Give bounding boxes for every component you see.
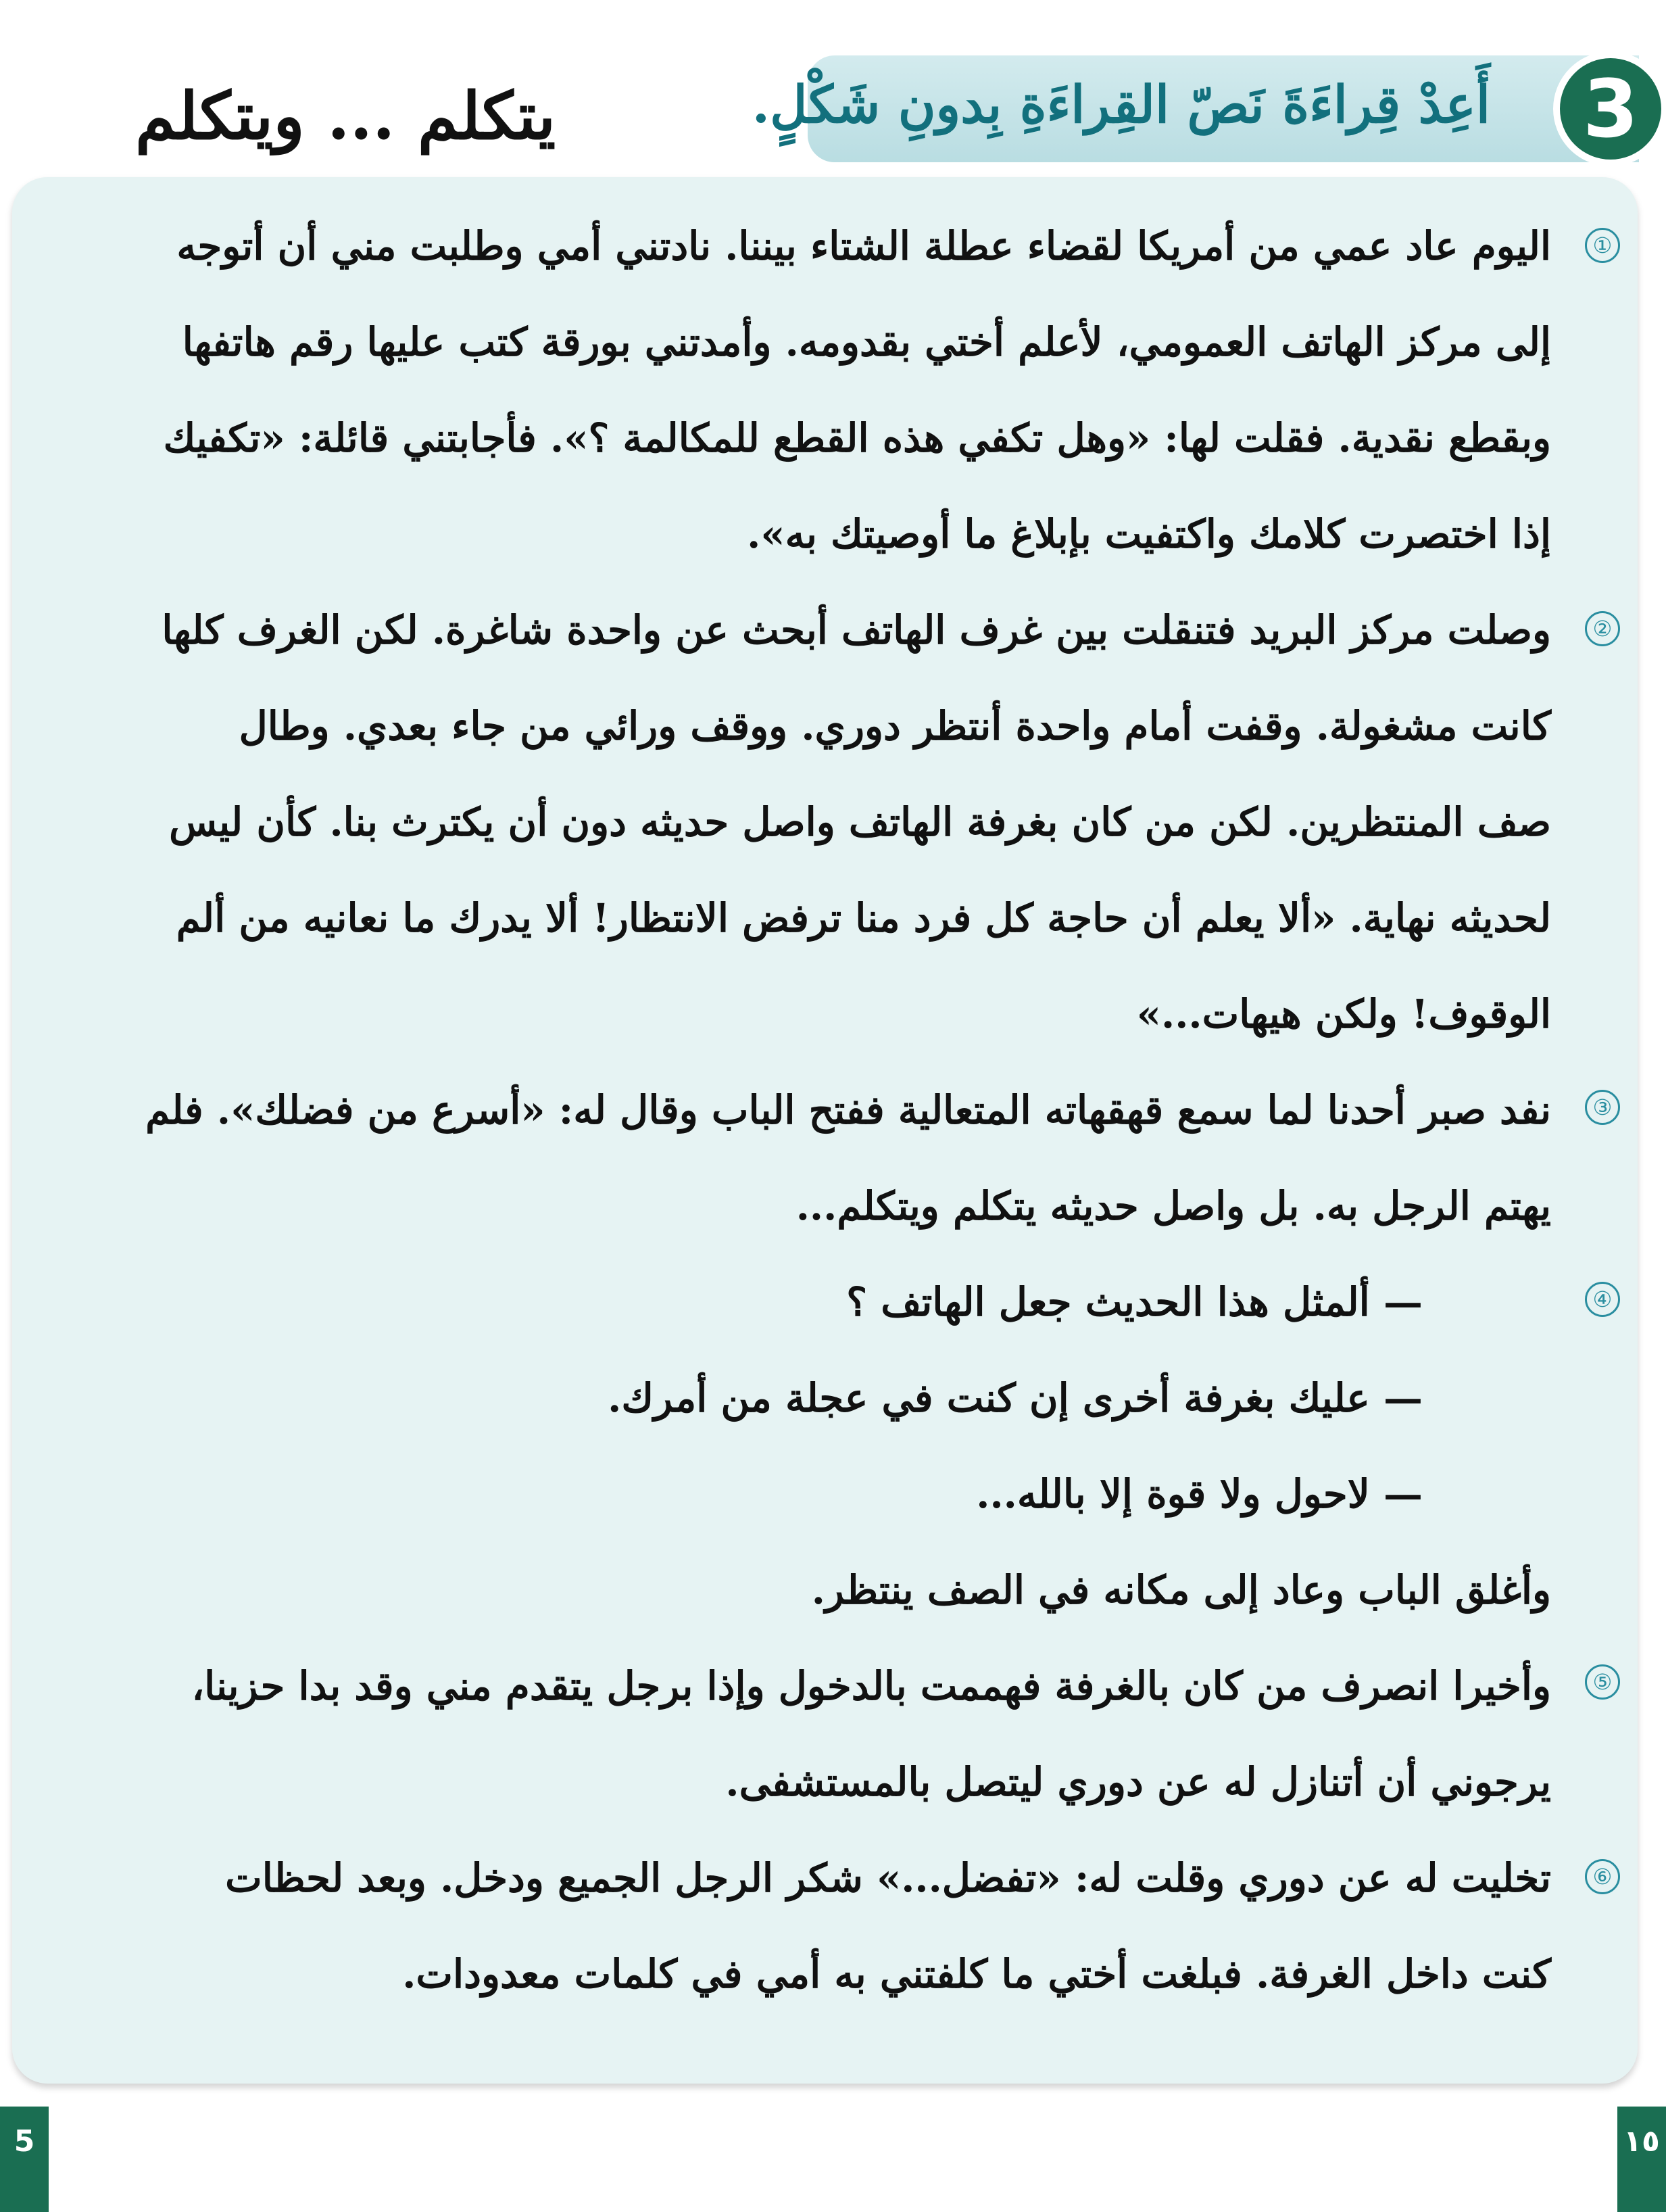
- text-line: الوقوف! ولكن هيهات...»: [1136, 991, 1551, 1037]
- text-line: وأخيرا انصرف من كان بالغرفة فهممت بالدخول وإذا برجل يتقدم مني وقد بدا حزينا،: [191, 1663, 1551, 1709]
- text-line: لحديثه نهاية. «ألا يعلم أن حاجة كل فرد منا ترفض الانتظار! ألا يدرك ما نعانيه من ألم: [176, 895, 1551, 941]
- dialogue-line: — لاحول ولا قوة إلا بالله...: [976, 1471, 1423, 1517]
- paragraph-number-1: ①: [1585, 228, 1620, 263]
- paragraph-number-2: ②: [1585, 611, 1620, 646]
- text-line: صف المنتظرين. لكن من كان بغرفة الهاتف واصل حديثه دون أن يكترث بنا. كأن ليس: [169, 799, 1551, 845]
- text-line: وصلت مركز البريد فتنقلت بين غرف الهاتف أبحث عن واحدة شاغرة. لكن الغرف كلها: [162, 607, 1551, 653]
- text-line: اليوم عاد عمي من أمريكا لقضاء عطلة الشتاء بيننا. نادتني أمي وطلبت مني أن أتوجه: [176, 223, 1551, 269]
- dialogue-line: — عليك بغرفة أخرى إن كنت في عجلة من أمرك.: [608, 1375, 1423, 1421]
- paragraph-number-5: ⑤: [1585, 1664, 1620, 1700]
- text-line: يرجوني أن أتنازل له عن دوري ليتصل بالمستشفى.: [725, 1759, 1551, 1805]
- text-line: كنت داخل الغرفة. فبلغت أختي ما كلفتني به أمي في كلمات معدودات.: [402, 1951, 1551, 1997]
- exercise-instruction: أَعِدْ قِراءَةَ نَصّ القِراءَةِ بِدونِ شَكْلٍ.: [752, 74, 1490, 135]
- paragraph-number-6: ⑥: [1585, 1859, 1620, 1894]
- text-line: إذا اختصرت كلامك واكتفيت بإبلاغ ما أوصيتك به».: [747, 511, 1551, 557]
- text-line: كانت مشغولة. وقفت أمام واحدة أنتظر دوري. ووقف ورائي من جاء بعدي. وطال: [239, 703, 1551, 749]
- text-line: وأغلق الباب وعاد إلى مكانه في الصف ينتظر.: [811, 1567, 1551, 1613]
- right-page-number: ١٥: [1617, 2107, 1666, 2212]
- paragraph-number-4: ④: [1585, 1282, 1620, 1317]
- paragraph-number-3: ③: [1585, 1090, 1620, 1125]
- left-page-number: 5: [0, 2107, 49, 2212]
- dialogue-line: — ألمثل هذا الحديث جعل الهاتف ؟: [846, 1279, 1423, 1325]
- text-line: تخليت له عن دوري وقلت له: «تفضل...» شكر الرجل الجميع ودخل. وبعد لحظات: [225, 1855, 1551, 1901]
- text-line: يهتم الرجل به. بل واصل حديثه يتكلم ويتكلم...: [795, 1183, 1551, 1229]
- text-line: إلى مركز الهاتف العمومي، لأعلم أختي بقدومه. وأمدتني بورقة كتب عليها رقم هاتفها: [182, 319, 1551, 365]
- exercise-number-badge: 3: [1553, 51, 1666, 166]
- text-line: وبقطع نقدية. فقلت لها: «وهل تكفي هذه القطع للمكالمة ؟». فأجابتني قائلة: «تكفيك: [163, 415, 1551, 461]
- page-title: يتكلم ... ويتكلم: [135, 78, 556, 154]
- text-line: نفد صبر أحدنا لما سمع قهقهاته المتعالية ففتح الباب وقال له: «أسرع من فضلك». فلم: [145, 1087, 1551, 1133]
